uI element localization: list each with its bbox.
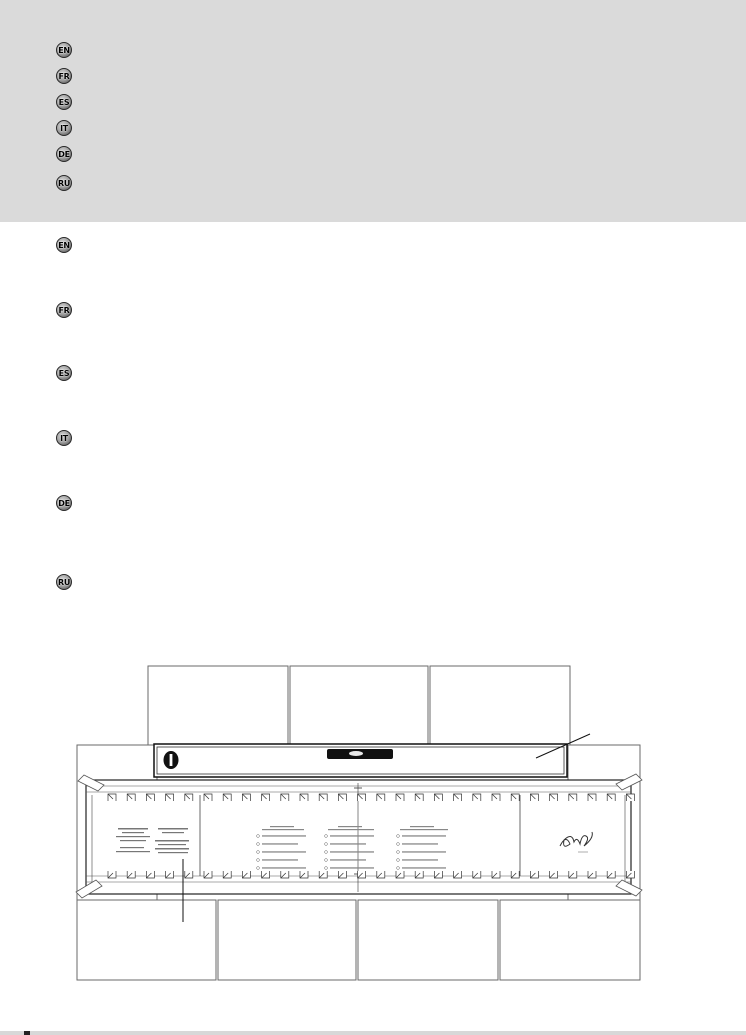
instruction-line <box>262 843 298 844</box>
wall-frame <box>77 900 216 980</box>
language-badge-icon: IT <box>56 120 72 136</box>
wall-placement-diagram <box>0 640 746 1035</box>
language-badge-icon: FR <box>56 68 72 84</box>
language-index-panel <box>0 0 746 222</box>
frame-row-top <box>148 666 570 750</box>
language-badge-icon: EN <box>56 42 72 58</box>
instruction-line <box>262 835 306 836</box>
spirit-level-tool <box>154 744 567 777</box>
page-bottom-bar <box>0 1031 746 1035</box>
instruction-line <box>330 867 374 868</box>
wall-frame <box>430 666 570 750</box>
language-badge-icon: RU <box>56 175 72 191</box>
instruction-line <box>330 851 374 852</box>
instruction-line <box>262 867 306 868</box>
frame-row-bottom <box>77 900 640 980</box>
wall-frame <box>500 900 640 980</box>
language-badge-icon: DE <box>56 146 72 162</box>
instruction-line <box>402 859 438 860</box>
instruction-line <box>402 843 438 844</box>
instruction-line <box>402 851 446 852</box>
wall-frame <box>148 666 288 750</box>
language-section-badge-icon: EN <box>56 237 72 253</box>
language-section-badge-icon: DE <box>56 495 72 511</box>
instruction-line <box>402 867 446 868</box>
instruction-line <box>330 835 374 836</box>
wall-frame <box>290 666 428 750</box>
instruction-line <box>330 859 366 860</box>
language-section-badge-icon: ES <box>56 365 72 381</box>
language-section-badge-icon: RU <box>56 574 72 590</box>
wall-frame <box>218 900 356 980</box>
wall-frame <box>358 900 498 980</box>
instruction-line <box>262 851 306 852</box>
instruction-line <box>262 859 298 860</box>
instruction-line <box>330 843 366 844</box>
language-section-badge-icon: FR <box>56 302 72 318</box>
instruction-line <box>402 835 446 836</box>
language-badge-icon: ES <box>56 94 72 110</box>
language-section-badge-icon: IT <box>56 430 72 446</box>
